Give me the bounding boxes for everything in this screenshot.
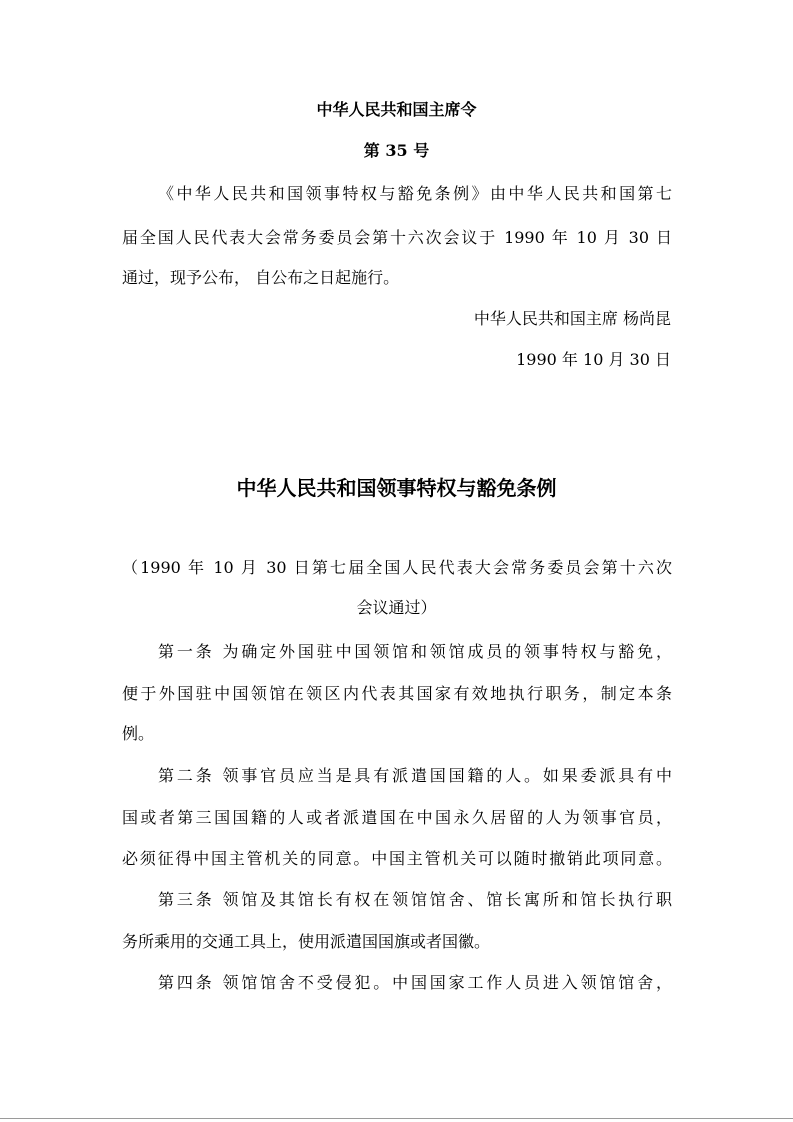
- order-signer: 中华人民共和国主席 杨尚昆: [473, 309, 671, 328]
- article-line: 例。: [122, 724, 155, 743]
- article-line: 务所乘用的交通工具上，使用派遣国国旗或者国徽。: [122, 932, 491, 951]
- order-body-line: 《中华人民共和国领事特权与豁免条例》由中华人民共和国第七: [158, 184, 672, 203]
- page-bottom-divider: [0, 1118, 793, 1119]
- article-line: 第一条 为确定外国驻中国领馆和领馆成员的领事特权与豁免，: [158, 642, 672, 661]
- article-line: 第四条 领馆馆舍不受侵犯。中国国家工作人员进入领馆馆舍，: [158, 973, 672, 992]
- order-date: 1990 年 10 月 30 日: [516, 350, 671, 369]
- order-body-line: 届全国人民代表大会常务委员会第十六次会议于 1990 年 10 月 30 日: [122, 228, 672, 247]
- order-body-line: 通过，现予公布， 自公布之日起施行。: [122, 268, 400, 287]
- adoption-note-line: 会议通过）: [356, 598, 437, 617]
- regulation-title: 中华人民共和国领事特权与豁免条例: [236, 476, 557, 500]
- order-number: 第 35 号: [363, 141, 430, 160]
- adoption-note-line: （1990 年 10 月 30 日第七届全国人民代表大会常务委员会第十六次: [122, 558, 672, 577]
- article-line: 必须征得中国主管机关的同意。中国主管机关可以随时撤销此项同意。: [122, 849, 672, 868]
- article-line: 便于外国驻中国领馆在领区内代表其国家有效地执行职务，制定本条: [122, 684, 672, 703]
- article-line: 国或者第三国国籍的人或者派遣国在中国永久居留的人为领事官员，: [122, 808, 672, 827]
- article-line: 第三条 领馆及其馆长有权在领馆馆舍、馆长寓所和馆长执行职: [158, 890, 672, 909]
- article-line: 第二条 领事官员应当是具有派遣国国籍的人。如果委派具有中: [158, 766, 672, 785]
- order-title: 中华人民共和国主席令: [316, 100, 477, 119]
